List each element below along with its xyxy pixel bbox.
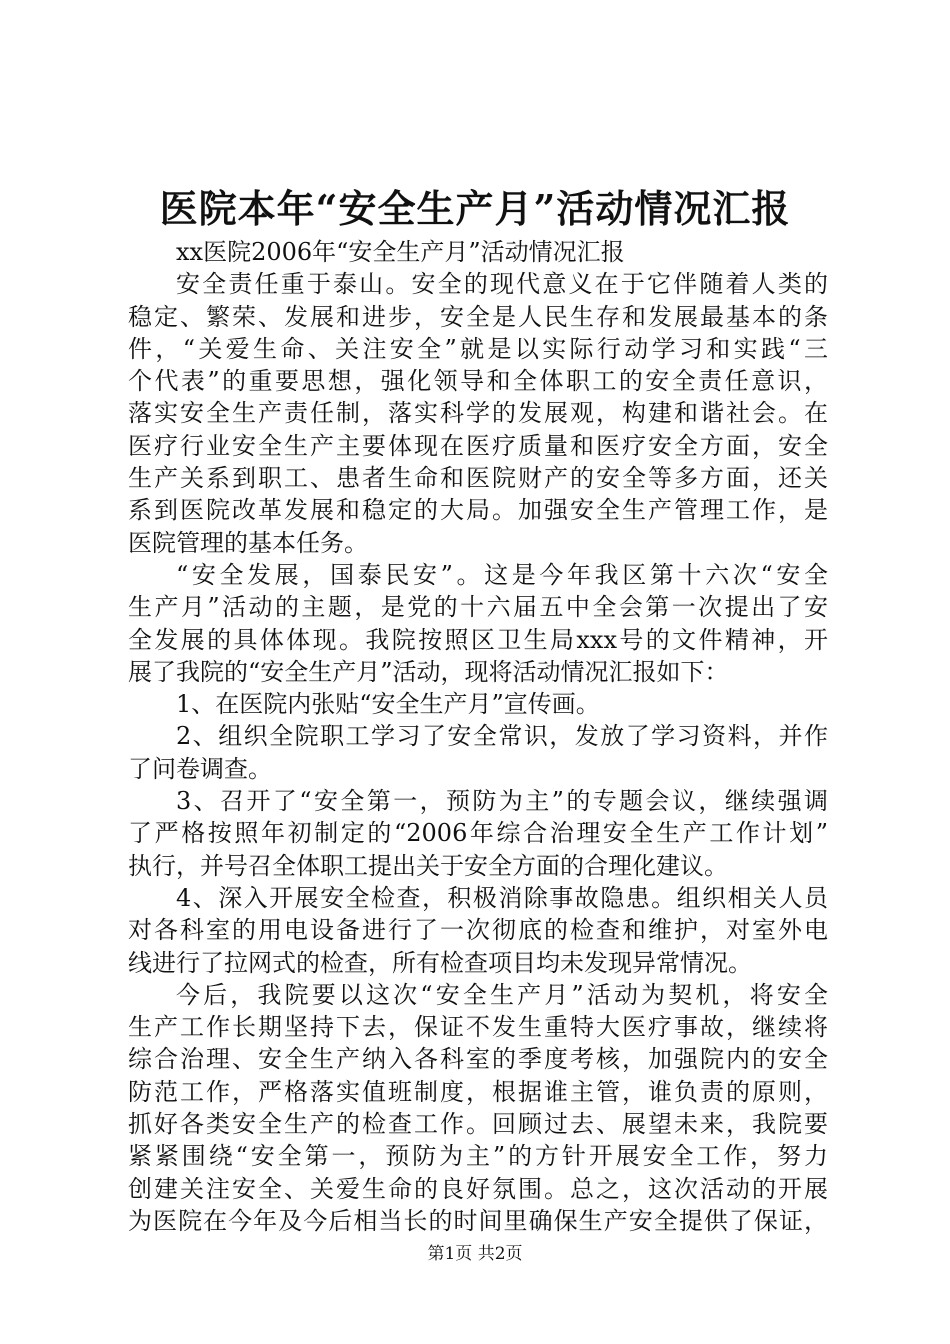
text-line: 综合治理、安全生产纳入各科室的季度考核，加强院内的安全 [128,1045,828,1074]
text-line: 执行，并号召全体职工提出关于安全方面的合理化建议。 [128,851,728,880]
text-line: “安全发展，国泰民安”。这是今年我区第十六次“安全 [176,560,828,589]
text-line: 件，“关爱生命、关注安全”就是以实际行动学习和实践“三 [128,334,828,363]
text-line: 了严格按照年初制定的“2006年综合治理安全生产工作计划” [128,819,828,848]
text-line: 生产工作长期坚持下去，保证不发生重特大医疗事故，继续将 [128,1013,828,1042]
document-body [128,236,828,1237]
text-line: 个代表”的重要思想，强化领导和全体职工的安全责任意识， [128,367,828,396]
text-line: 系到医院改革发展和稳定的大局。加强安全生产管理工作，是 [128,496,828,525]
text-line: 医院管理的基本任务。 [128,528,368,557]
text-line: 安全责任重于泰山。安全的现代意义在于它伴随着人类的 [176,270,828,299]
text-line: 全发展的具体体现。我院按照区卫生局xxx号的文件精神，开 [128,625,828,654]
text-line: 线进行了拉网式的检查，所有检查项目均未发现异常情况。 [128,948,752,977]
text-line: 生产关系到职工、患者生命和医院财产的安全等多方面，还关 [128,464,828,493]
text-line: 抓好各类安全生产的检查工作。回顾过去、展望未来，我院要 [128,1110,828,1139]
text-line: 4、深入开展安全检查，积极消除事故隐患。组织相关人员 [176,883,828,912]
text-line: 对各科室的用电设备进行了一次彻底的检查和维护，对室外电 [128,916,828,945]
text-line: 生产月”活动的主题，是党的十六届五中全会第一次提出了安 [128,593,828,622]
text-line: 创建关注安全、关爱生命的良好氛围。总之，这次活动的开展 [128,1174,828,1203]
text-line: 了问卷调查。 [128,754,272,783]
text-line: 2、组织全院职工学习了安全常识，发放了学习资料，并作 [176,722,828,751]
text-line: 落实安全生产责任制，落实科学的发展观，构建和谐社会。在 [128,399,828,428]
text-line: 医疗行业安全生产主要体现在医疗质量和医疗安全方面，安全 [128,431,828,460]
page-footer: 第1页 共2页 [427,1244,523,1264]
text-line: 为医院在今年及今后相当长的时间里确保生产安全提供了保证， [128,1206,828,1235]
text-line: 今后，我院要以这次“安全生产月”活动为契机，将安全 [176,980,828,1009]
text-line: xx医院2006年“安全生产月”活动情况汇报 [176,238,625,266]
text-line: 紧紧围绕“安全第一，预防为主”的方针开展安全工作，努力 [128,1142,828,1171]
text-line: 防范工作，严格落实值班制度，根据谁主管，谁负责的原则， [128,1077,828,1106]
text-line: 1、在医院内张贴“安全生产月”宣传画。 [176,690,600,719]
text-line: 3、召开了“安全第一，预防为主”的专题会议，继续强调 [176,787,828,816]
text-line: 稳定、繁荣、发展和进步，安全是人民生存和发展最基本的条 [128,302,828,331]
text-line: 展了我院的“安全生产月”活动，现将活动情况汇报如下： [128,657,729,686]
page-title: 医院本年“安全生产月”活动情况汇报 [159,186,791,231]
